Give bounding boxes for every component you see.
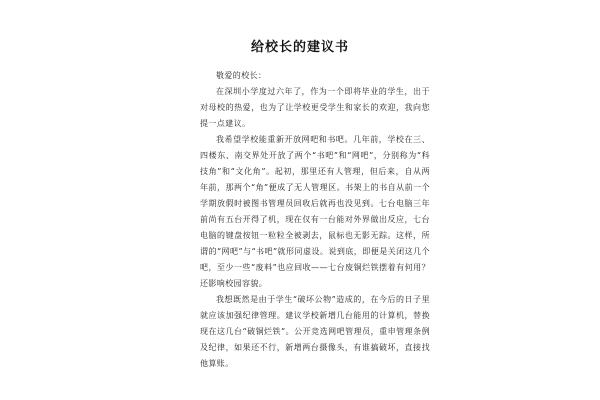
paragraph-3: 我想既然是由于学生“破坏公物”造成的，在今后的日子里就应该加强纪律管理。建议学校新增几台能用的计算机，替换现在这几台“破铜烂铁”。公开竞选网吧管理员，重申管理条例及纪律，如果还不行，新增两台摄像头，有谁搞破坏，直接找他算账。 — [200, 295, 430, 368]
salutation: 敬爱的校长： — [216, 71, 267, 80]
letter-body — [200, 68, 430, 372]
paragraph-2: 我希望学校能重新开放网吧和书吧。几年前，学校在三、四楼东、南交界处开放了两个“书吧”和“网吧”，分别称为“科技角”和“文化角”。起初，那里还有人管理，但后来，自从两年前，那两个“角”便成了无人管理区。书架上的书自从前一个学期放假时被图书管理员回收后就再也没见到。七台电脑三年前尚有五台开得了机，现在仅有一台能对外界做出反应，七台电脑的键盘按钮一粒粒全被剥去，鼠标也无影无踪。这样，所谓的“网吧”与“书吧”就形同虚设。说到底，即便是关闭这几个吧，至少一些“废料”也应回收——七台废铜烂铁摆着有何用？还影响校园容貌。 — [200, 135, 430, 288]
paragraph-1: 在深圳小学度过六年了，作为一个即将毕业的学生，出于对母校的热爱，也为了让学校更受学生和家长的欢迎，我向您提一点建议。 — [200, 87, 430, 128]
document-title: 给校长的建议书 — [250, 40, 349, 55]
